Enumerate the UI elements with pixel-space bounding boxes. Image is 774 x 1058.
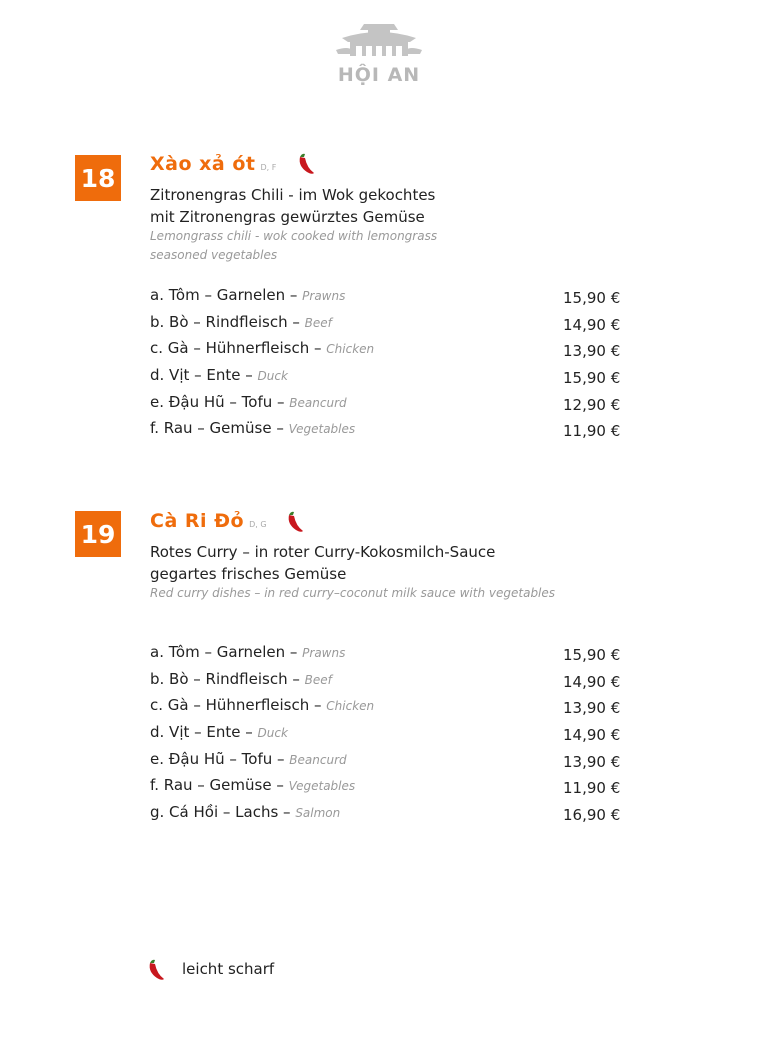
item-english: Prawns bbox=[302, 646, 346, 660]
item-price: 11,90 € bbox=[563, 422, 621, 440]
item-english: Beef bbox=[304, 316, 332, 330]
menu-item bbox=[150, 643, 345, 661]
menu-item bbox=[150, 750, 347, 768]
description-line: seasoned vegetables bbox=[150, 248, 278, 262]
item-english: Chicken bbox=[326, 699, 375, 713]
item-label: d. Vịt – Ente – bbox=[150, 723, 258, 741]
dish-name: Cà Ri Đỏ bbox=[150, 510, 245, 532]
item-english: Beef bbox=[304, 673, 332, 687]
menu-item bbox=[150, 366, 288, 384]
item-price: 14,90 € bbox=[563, 673, 621, 691]
menu-item bbox=[150, 696, 374, 714]
description-line: gegartes frisches Gemüse bbox=[150, 565, 347, 583]
dish-description-en bbox=[150, 227, 437, 265]
item-price: 13,90 € bbox=[563, 699, 621, 717]
description-line: Red curry dishes – in red curry–coconut milk sauce with vegetables bbox=[150, 586, 556, 600]
logo-text: HỘI AN bbox=[337, 64, 421, 86]
item-english: Vegetables bbox=[288, 779, 356, 793]
item-price: 15,90 € bbox=[563, 369, 621, 387]
item-label: f. Rau – Gemüse – bbox=[150, 776, 289, 794]
item-label: a. Tôm – Garnelen – bbox=[150, 286, 303, 304]
allergen-codes: D, F bbox=[260, 163, 277, 172]
item-price: 15,90 € bbox=[563, 646, 621, 664]
menu-item bbox=[150, 286, 345, 304]
item-price: 14,90 € bbox=[563, 726, 621, 744]
item-label: c. Gà – Hühnerfleisch – bbox=[150, 696, 327, 714]
item-label: d. Vịt – Ente – bbox=[150, 366, 258, 384]
chili-pepper-icon bbox=[295, 152, 315, 176]
item-price: 13,90 € bbox=[563, 753, 621, 771]
dish-name: Xào xả ót bbox=[150, 153, 256, 175]
item-label: f. Rau – Gemüse – bbox=[150, 419, 289, 437]
description-line: mit Zitronengras gewürztes Gemüse bbox=[150, 208, 425, 226]
dish-number-badge: 18 bbox=[75, 155, 121, 201]
chili-pepper-icon bbox=[145, 958, 165, 982]
item-price: 14,90 € bbox=[563, 316, 621, 334]
item-label: g. Cá Hồi – Lachs – bbox=[150, 803, 296, 821]
dish-description-en bbox=[150, 584, 555, 603]
item-label: a. Tôm – Garnelen – bbox=[150, 643, 303, 661]
menu-item bbox=[150, 723, 288, 741]
item-english: Duck bbox=[257, 726, 288, 740]
item-label: b. Bò – Rindfleisch – bbox=[150, 313, 305, 331]
menu-item bbox=[150, 803, 340, 821]
menu-item bbox=[150, 670, 332, 688]
item-price: 15,90 € bbox=[563, 289, 621, 307]
description-line: Zitronengras Chili - im Wok gekochtes bbox=[150, 186, 436, 204]
item-english: Beancurd bbox=[289, 396, 347, 410]
dish-title bbox=[150, 510, 267, 532]
item-english: Duck bbox=[257, 369, 288, 383]
item-price: 16,90 € bbox=[563, 806, 621, 824]
item-price: 12,90 € bbox=[563, 396, 621, 414]
item-label: e. Đậu Hũ – Tofu – bbox=[150, 393, 290, 411]
menu-item bbox=[150, 339, 374, 357]
pagoda-icon bbox=[334, 20, 424, 68]
dish-number-badge: 19 bbox=[75, 511, 121, 557]
item-label: e. Đậu Hũ – Tofu – bbox=[150, 750, 290, 768]
hoi-an-logo bbox=[334, 20, 424, 92]
dish-title bbox=[150, 153, 276, 175]
menu-item bbox=[150, 776, 355, 794]
menu-item bbox=[150, 393, 347, 411]
item-english: Chicken bbox=[326, 342, 375, 356]
allergen-codes: D, G bbox=[249, 520, 267, 529]
item-english: Vegetables bbox=[288, 422, 356, 436]
dish-description-de bbox=[150, 184, 435, 228]
item-label: c. Gà – Hühnerfleisch – bbox=[150, 339, 327, 357]
item-english: Beancurd bbox=[289, 753, 347, 767]
chili-pepper-icon bbox=[284, 510, 304, 534]
item-price: 11,90 € bbox=[563, 779, 621, 797]
menu-item bbox=[150, 419, 355, 437]
item-english: Salmon bbox=[295, 806, 341, 820]
item-price: 13,90 € bbox=[563, 342, 621, 360]
item-english: Prawns bbox=[302, 289, 346, 303]
description-line: Rotes Curry – in roter Curry-Kokosmilch-Sauce bbox=[150, 543, 496, 561]
description-line: Lemongrass chili - wok cooked with lemongrass bbox=[150, 229, 438, 243]
item-label: b. Bò – Rindfleisch – bbox=[150, 670, 305, 688]
legend-label: leicht scharf bbox=[182, 960, 275, 978]
menu-item bbox=[150, 313, 332, 331]
dish-description-de bbox=[150, 541, 495, 585]
